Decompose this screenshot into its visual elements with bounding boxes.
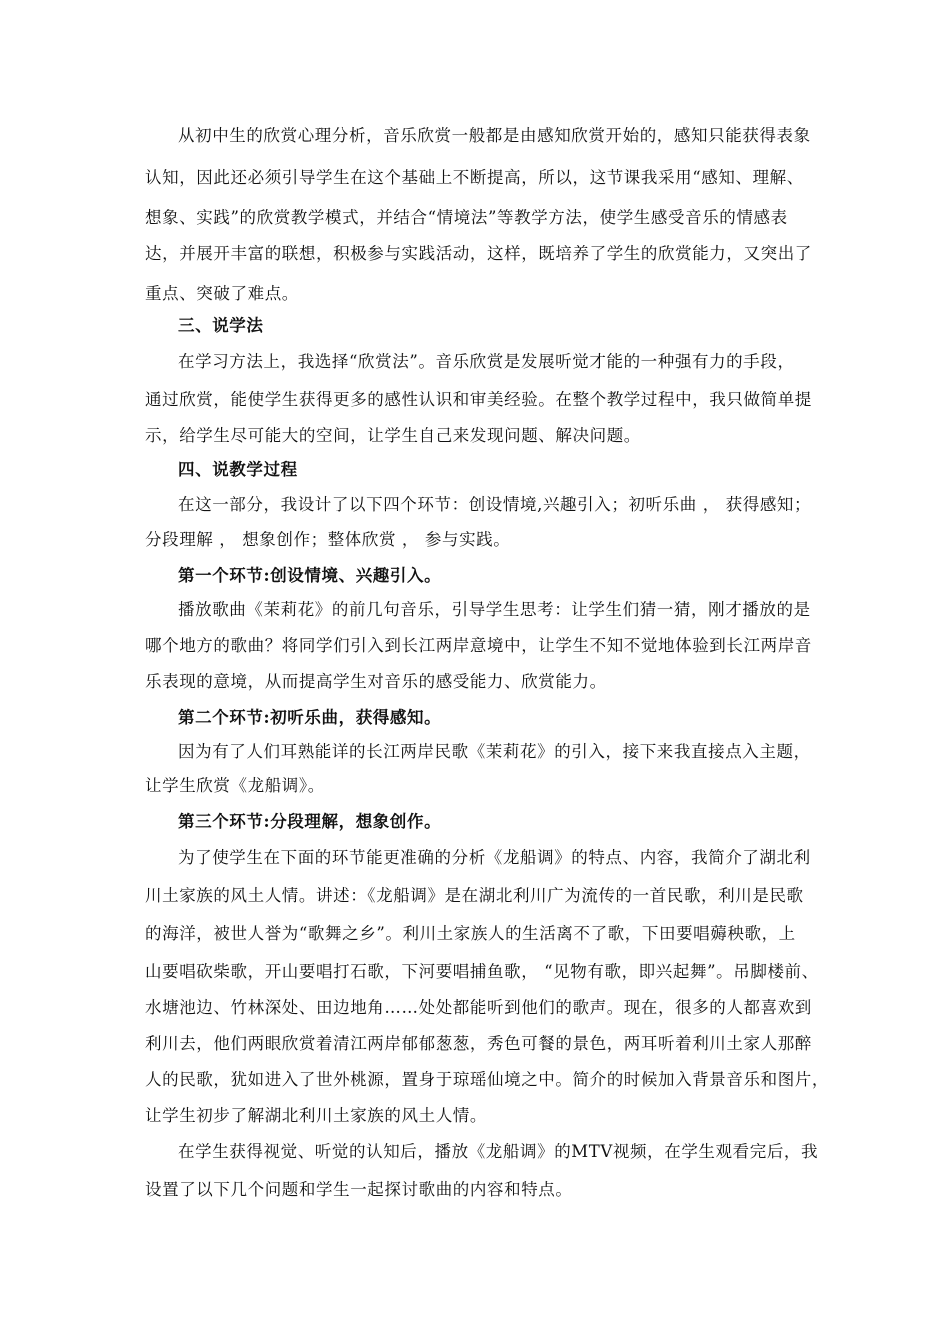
body-line: 想象、实践”的欣赏教学模式，并结合“情境法”等教学方法，使学生感受音乐的情感表	[145, 208, 788, 227]
body-line: 山要唱砍柴歌，开山要唱打石歌，下河要唱捕鱼歌， “见物有歌，即兴起舞”。吊脚楼前、	[145, 962, 819, 981]
body-line: 因为有了人们耳熟能详的长江两岸民歌《茉莉花》的引入，接下来我直接点入主题，	[178, 742, 811, 761]
body-line: 在学习方法上，我选择“欣赏法”。音乐欣赏是发展听觉才能的一种强有力的手段，	[178, 352, 795, 371]
body-line: 乐表现的意境，从而提高学生对音乐的感受能力、欣赏能力。	[145, 672, 607, 691]
body-line: 在学生获得视觉、听觉的认知后，播放《龙船调》的MTV视频，在学生观看完后，我	[178, 1142, 819, 1161]
body-line: 设置了以下几个问题和学生一起探讨歌曲的内容和特点。	[145, 1180, 573, 1199]
body-line: 播放歌曲《茉莉花》的前几句音乐，引导学生思考：让学生们猜一猜，刚才播放的是	[178, 600, 811, 619]
body-line: 让学生初步了解湖北利川土家族的风土人情。	[145, 1106, 487, 1125]
body-line: 水塘池边、竹林深处、田边地角……处处都能听到他们的歌声。现在，很多的人都喜欢到	[145, 998, 812, 1017]
body-line: 重点、突破了难点。	[145, 284, 299, 303]
subsection-heading: 第二个环节:初听乐曲，获得感知。	[178, 708, 442, 727]
body-line: 哪个地方的歌曲？将同学们引入到长江两岸意境中，让学生不知不觉地体验到长江两岸音	[145, 636, 812, 655]
section-heading: 四、说教学过程	[178, 460, 298, 479]
body-line: 让学生欣赏《龙船调》。	[145, 776, 325, 795]
section-heading: 三、说学法	[178, 316, 264, 335]
body-line: 达，并展开丰富的联想，积极参与实践活动，这样，既培养了学生的欣赏能力，又突出了	[145, 244, 812, 263]
body-line: 为了使学生在下面的环节能更准确的分析《龙船调》的特点、内容，我简介了湖北利	[178, 848, 811, 867]
body-line: 通过欣赏，能使学生获得更多的感性认识和审美经验。在整个教学过程中，我只做简单提	[145, 390, 812, 409]
body-line: 从初中生的欣赏心理分析，音乐欣赏一般都是由感知欣赏开始的，感知只能获得表象	[178, 126, 811, 145]
subsection-heading: 第一个环节:创设情境、兴趣引入。	[178, 566, 442, 585]
body-line: 示，给学生尽可能大的空间，让学生自己来发现问题、解决问题。	[145, 426, 641, 445]
body-line: 分段理解 ， 想象创作；整体欣赏 ， 参与实践。	[145, 530, 511, 549]
body-line: 的海洋，被世人誉为“歌舞之乡”。利川土家族人的生活离不了歌，下田要唱薅秧歌，上	[145, 924, 796, 943]
body-line: 利川去，他们两眼欣赏着清江两岸郁郁葱葱，秀色可餐的景色，两耳听着利川土家人那醉	[145, 1034, 812, 1053]
body-line: 川土家族的风土人情。讲述：《龙船调》是在湖北利川广为流传的一首民歌，利川是民歌	[145, 886, 804, 905]
subsection-heading: 第三个环节:分段理解，想象创作。	[178, 812, 442, 831]
body-line: 在这一部分，我设计了以下四个环节：创设情境,兴趣引入；初听乐曲 ， 获得感知；	[178, 495, 812, 514]
body-line: 人的民歌，犹如进入了世外桃源，置身于琼瑶仙境之中。简介的时候加入背景音乐和图片，	[145, 1070, 829, 1089]
body-line: 认知，因此还必须引导学生在这个基础上不断提高，所以，这节课我采用“感知、理解、	[145, 168, 804, 187]
